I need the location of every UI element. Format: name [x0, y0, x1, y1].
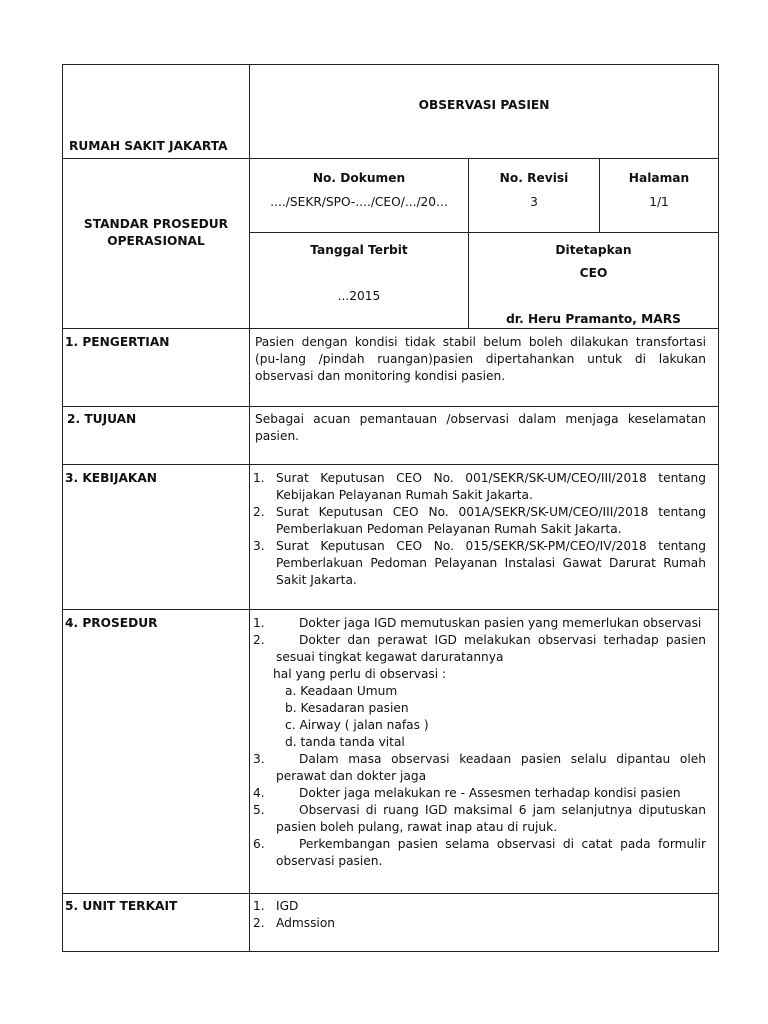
- sop-label: STANDAR PROSEDUR OPERASIONAL: [83, 217, 229, 248]
- procedure-step: [253, 802, 706, 836]
- procedure-step: [253, 615, 706, 632]
- ditetapkan-label: Ditetapkan: [555, 243, 632, 257]
- step-number: 3.: [253, 752, 265, 766]
- observe-item: a. Keadaan Umum: [285, 684, 398, 698]
- hospital-name: RUMAH SAKIT JAKARTA: [69, 139, 228, 153]
- step-number: 4.: [253, 786, 265, 800]
- tujuan-label: 2. TUJUAN: [67, 412, 137, 426]
- no-revisi-value: 3: [530, 195, 538, 209]
- unit-terkait-label: 5. UNIT TERKAIT: [65, 899, 178, 913]
- step-number: 6.: [253, 837, 265, 851]
- list-number: 2.: [253, 505, 265, 519]
- list-text: IGD: [276, 899, 299, 913]
- list-number: 3.: [253, 539, 265, 553]
- procedure-step: [253, 751, 706, 785]
- prosedur-label: 4. PROSEDUR: [65, 616, 158, 630]
- pengertian-label: 1. PENGERTIAN: [65, 335, 170, 349]
- list-item: [253, 915, 706, 932]
- step-text: Dalam masa observasi keadaan pasien selalu dipantau oleh perawat dan dokter jaga: [276, 752, 706, 783]
- list-number: 1.: [253, 899, 265, 913]
- list-item: [253, 504, 706, 538]
- list-item: [253, 538, 706, 589]
- prosedur-list: [253, 615, 706, 870]
- observe-item: b. Kesadaran pasien: [285, 701, 409, 715]
- list-item: [253, 898, 706, 915]
- list-text: Surat Keputusan CEO No. 015/SEKR/SK-PM/CEO/IV/2018 tentang Pemberlakuan Pedoman Pelayanan Instalasi Gawat Darurat Rumah Sakit Jakarta.: [276, 539, 706, 587]
- step-text: Dokter jaga IGD memutuskan pasien yang memerlukan observasi: [299, 616, 702, 630]
- no-revisi-label: No. Revisi: [499, 171, 569, 185]
- step-text: Observasi di ruang IGD maksimal 6 jam selanjutnya diputuskan pasien boleh pulang, rawat inap atau di rujuk.: [276, 803, 706, 834]
- procedure-step: [253, 632, 706, 666]
- procedure-step: [253, 785, 706, 802]
- observe-intro: hal yang perlu di observasi :: [273, 667, 447, 681]
- list-number: 2.: [253, 916, 265, 930]
- step-number: 5.: [253, 803, 265, 817]
- no-dokumen-value: ..../SEKR/SPO-..../CEO/.../20...: [270, 195, 448, 209]
- step-number: 2.: [253, 633, 265, 647]
- kebijakan-label: 3. KEBIJAKAN: [65, 471, 157, 485]
- halaman-value: 1/1: [649, 195, 669, 209]
- tanggal-terbit-label: Tanggal Terbit: [310, 243, 408, 257]
- step-text: Dokter dan perawat IGD melakukan observasi terhadap pasien sesuai tingkat kegawat daruratannya: [276, 633, 706, 664]
- unit-terkait-list: [253, 898, 706, 932]
- observe-item: c. Airway ( jalan nafas ): [285, 718, 429, 732]
- no-dokumen-label: No. Dokumen: [312, 171, 406, 185]
- list-number: 1.: [253, 471, 265, 485]
- list-text: Admssion: [276, 916, 335, 930]
- list-text: Surat Keputusan CEO No. 001A/SEKR/SK-UM/CEO/III/2018 tentang Pemberlakuan Pedoman Pelayanan Rumah Sakit Jakarta.: [276, 505, 706, 536]
- step-number: 1.: [253, 616, 265, 630]
- step-text: Perkembangan pasien selama observasi di catat pada formulir observasi pasien.: [276, 837, 706, 868]
- tujuan-text: Sebagai acuan pemantauan /observasi dalam menjaga keselamatan pasien.: [255, 412, 706, 443]
- list-item: [253, 470, 706, 504]
- pengertian-text: Pasien dengan kondisi tidak stabil belum boleh dilakukan transfortasi (pu-lang /pindah ruangan)pasien dipertahankan untuk di lakukan observasi dan monitoring kondisi pasien.: [255, 335, 706, 383]
- document-title: OBSERVASI PASIEN: [418, 98, 550, 112]
- prosedur-label-cell: [62, 609, 250, 894]
- step-text: Dokter jaga melakukan re - Assesmen terhadap kondisi pasien: [299, 786, 681, 800]
- tanggal-terbit-value: ...2015: [337, 289, 381, 303]
- procedure-step: [253, 836, 706, 870]
- observe-item: d. tanda tanda vital: [285, 735, 405, 749]
- kebijakan-list: [253, 470, 706, 589]
- halaman-label: Halaman: [628, 171, 690, 185]
- ditetapkan-role: CEO: [579, 266, 608, 280]
- ditetapkan-name: dr. Heru Pramanto, MARS: [506, 312, 681, 326]
- list-text: Surat Keputusan CEO No. 001/SEKR/SK-UM/CEO/III/2018 tentang Kebijakan Pelayanan Rumah Sakit Jakarta.: [276, 471, 706, 502]
